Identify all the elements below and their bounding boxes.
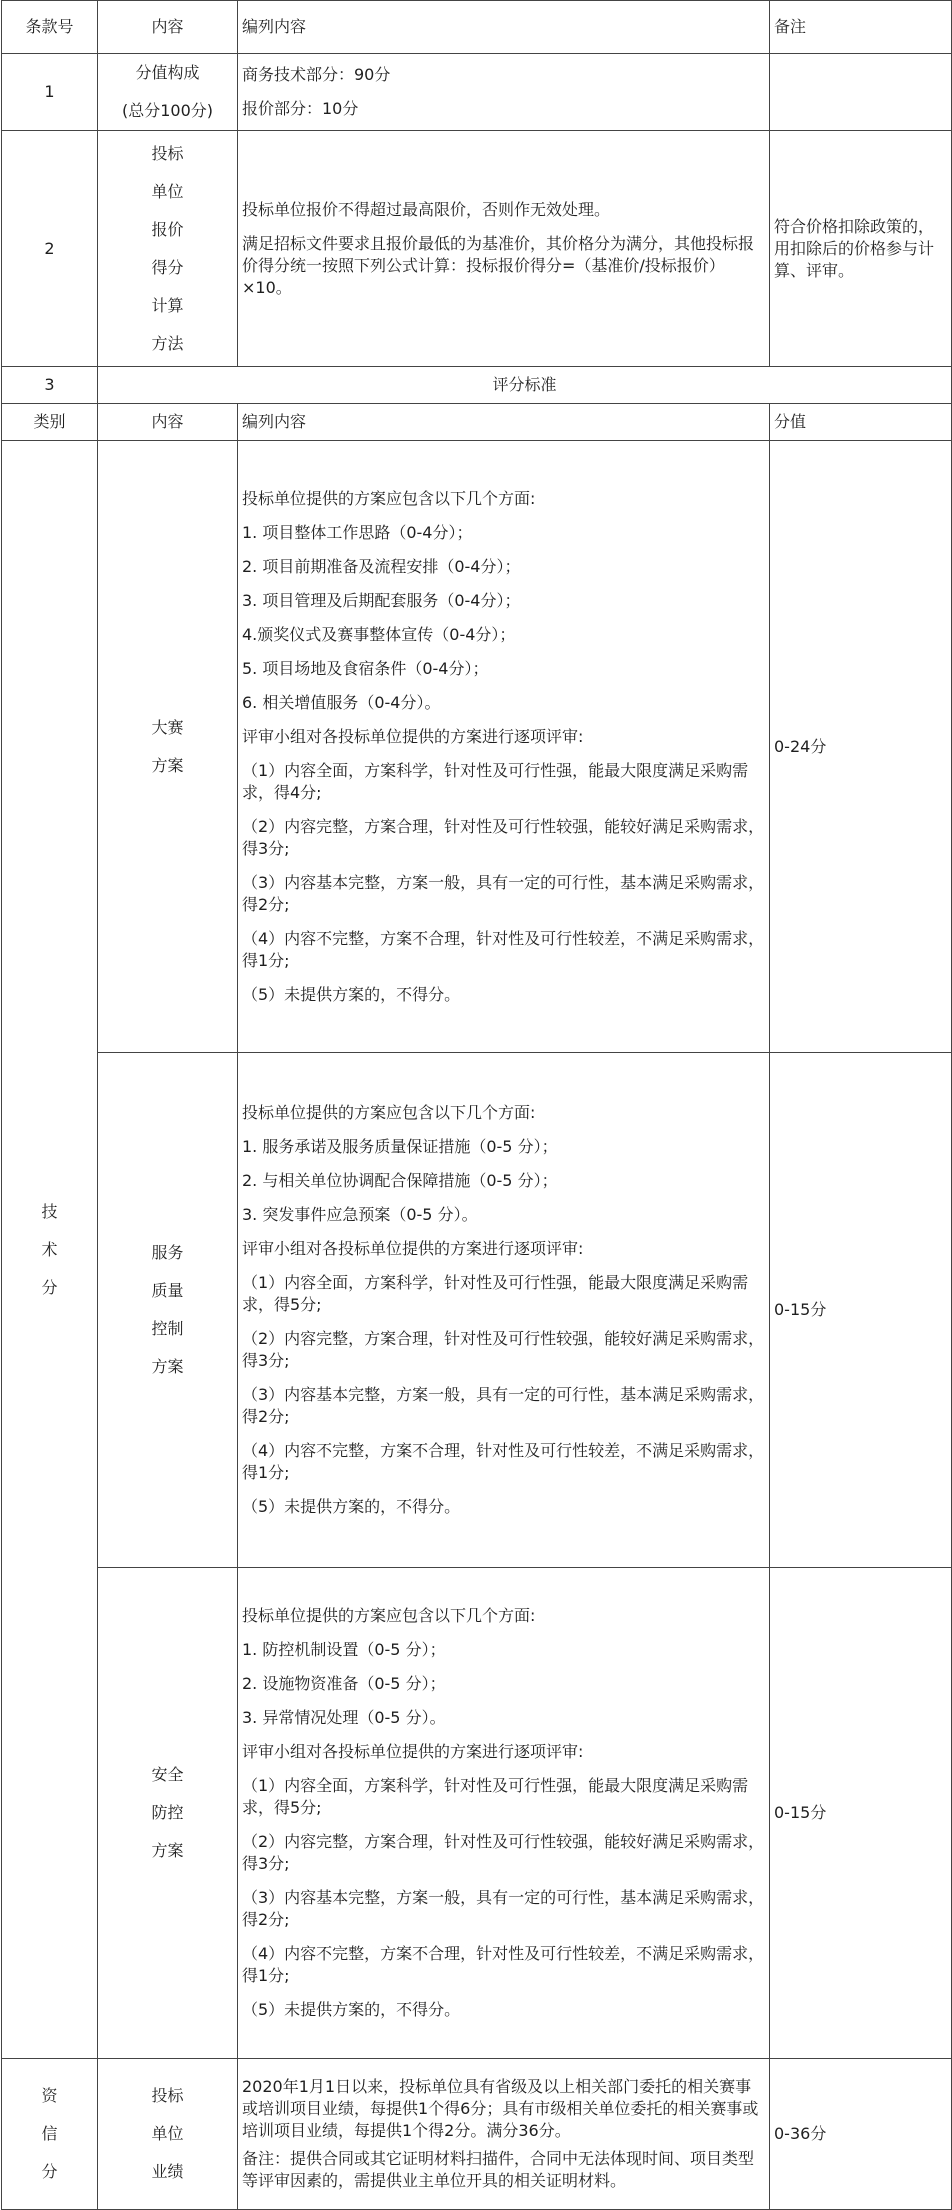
service-quality-content xyxy=(98,1053,238,1568)
service-quality-item: （2）内容完整，方案合理，针对性及可行性较强，能较好满足采购需求，得3分; xyxy=(242,1329,765,1370)
credit-category xyxy=(2,2059,98,2210)
row2-content-line: 计算 xyxy=(151,295,184,315)
performance-item: 备注：提供合同或其它证明材料扫描件，合同中无法体现时间、项目类型等评审因素的，需提供业主单位开具的相关证明材料。 xyxy=(242,2149,755,2190)
row2-content-line: 报价 xyxy=(151,219,184,239)
row2-content-line: 单位 xyxy=(151,181,184,201)
performance-content-line: 投标 xyxy=(151,2086,184,2105)
safety-plan-item: （1）内容全面，方案科学，针对性及可行性强，能最大限度满足采购需求，得5分; xyxy=(242,1776,749,1817)
service-quality-score: 0-15分 xyxy=(770,1053,952,1568)
service-quality-item: （3）内容基本完整，方案一般，具有一定的可行性，基本满足采购需求，得2分; xyxy=(242,1385,765,1426)
row2-item: 满足招标文件要求且报价最低的为基准价，其价格分为满分，其他投标报价得分统一按照下列公式计算：投标报价得分=（基准价/投标报价）×10。 xyxy=(242,233,755,297)
safety-plan-item: 评审小组对各投标单位提供的方案进行逐项评审: xyxy=(242,1742,584,1761)
tech-category-char: 分 xyxy=(41,1277,58,1297)
safety-plan-item: （4）内容不完整，方案不合理，针对性及可行性较差，不满足采购需求，得1分; xyxy=(242,1944,765,1985)
service-quality-content-line: 控制 xyxy=(151,1319,184,1338)
contest-plan-item: （4）内容不完整，方案不合理，针对性及可行性较差，不满足采购需求，得1分; xyxy=(242,928,765,970)
contest-plan-details xyxy=(238,441,770,1053)
safety-plan-item: 3. 异常情况处理（0-5 分）。 xyxy=(242,1708,446,1727)
row-safety-plan xyxy=(2,1568,952,2059)
row-scoring-criteria xyxy=(2,367,952,404)
safety-plan-item: （2）内容完整，方案合理，针对性及可行性较强，能较好满足采购需求，得3分; xyxy=(242,1832,765,1873)
service-quality-content-line: 服务 xyxy=(151,1243,184,1262)
subheader-content: 内容 xyxy=(98,404,238,441)
safety-plan-item: 1. 防控机制设置（0-5 分）； xyxy=(242,1640,446,1659)
service-quality-item: （1）内容全面，方案科学，针对性及可行性强，能最大限度满足采购需求，得5分; xyxy=(242,1273,749,1314)
row-score-composition xyxy=(2,54,952,131)
service-quality-item: 1. 服务承诺及服务质量保证措施（0-5 分）； xyxy=(242,1137,558,1156)
subheader-score: 分值 xyxy=(770,404,952,441)
tech-category-char: 技 xyxy=(41,1201,58,1221)
contest-plan-item: （1）内容全面，方案科学，针对性及可行性强，能最大限度满足采购需求，得4分; xyxy=(242,760,749,802)
header-content: 内容 xyxy=(98,1,238,54)
row1-note xyxy=(770,54,952,131)
service-quality-details xyxy=(238,1053,770,1568)
scoring-table xyxy=(1,0,952,2210)
performance-content xyxy=(98,2059,238,2210)
contest-plan-item: （5）未提供方案的，不得分。 xyxy=(242,984,461,1004)
subheader-category: 类别 xyxy=(2,404,98,441)
row2-content-line: 投标 xyxy=(151,143,184,163)
safety-plan-score: 0-15分 xyxy=(770,1568,952,2059)
safety-plan-content-line: 方案 xyxy=(151,1841,184,1860)
service-quality-item: 2. 与相关单位协调配合保障措施（0-5 分）； xyxy=(242,1171,558,1190)
row1-content-line: 分值构成 xyxy=(135,63,200,82)
contest-plan-content-line: 大赛 xyxy=(151,717,184,737)
contest-plan-item: 评审小组对各投标单位提供的方案进行逐项评审: xyxy=(242,726,584,746)
contest-plan-item: 5. 项目场地及食宿条件（0-4分）； xyxy=(242,658,489,678)
contest-plan-content-line: 方案 xyxy=(151,755,184,775)
row2-item: 投标单位报价不得超过最高限价，否则作无效处理。 xyxy=(242,199,611,219)
subheader-details: 编列内容 xyxy=(238,404,770,441)
safety-plan-details xyxy=(238,1568,770,2059)
row-service-quality-plan xyxy=(2,1053,952,1568)
row1-details xyxy=(238,54,770,131)
row3-no: 3 xyxy=(2,367,98,404)
row1-item: 商务技术部分：90分 xyxy=(242,65,391,84)
row1-content-line: (总分100分) xyxy=(121,101,214,120)
safety-plan-content xyxy=(98,1568,238,2059)
safety-plan-item: 投标单位提供的方案应包含以下几个方面: xyxy=(242,1606,536,1625)
row-contest-plan xyxy=(2,441,952,1053)
row2-note: 符合价格扣除政策的，用扣除后的价格参与计算、评审。 xyxy=(770,131,952,367)
service-quality-item: （4）内容不完整，方案不合理，针对性及可行性较差，不满足采购需求，得1分; xyxy=(242,1441,765,1482)
row2-content xyxy=(98,131,238,367)
row2-content-line: 得分 xyxy=(151,257,184,277)
contest-plan-score: 0-24分 xyxy=(770,441,952,1053)
tech-category xyxy=(2,441,98,2059)
row1-content xyxy=(98,54,238,131)
header-clause-no: 条款号 xyxy=(2,1,98,54)
header-remarks: 备注 xyxy=(770,1,952,54)
contest-plan-item: 2. 项目前期准备及流程安排（0-4分）； xyxy=(242,556,521,576)
service-quality-item: 投标单位提供的方案应包含以下几个方面: xyxy=(242,1103,536,1122)
contest-plan-item: 6. 相关增值服务（0-4分）。 xyxy=(242,692,441,712)
contest-plan-item: （3）内容基本完整，方案一般，具有一定的可行性，基本满足采购需求，得2分; xyxy=(242,872,765,914)
performance-item: 2020年1月1日以来，投标单位具有省级及以上相关部门委托的相关赛事或培训项目业绩，每提供1个得6分；具有市级相关单位委托的相关赛事或培训项目业绩，每提供1个得2分。满分36分。 xyxy=(242,2077,759,2140)
service-quality-item: （5）未提供方案的，不得分。 xyxy=(242,1497,461,1516)
scoring-criteria-title: 评分标准 xyxy=(98,367,952,404)
service-quality-item: 评审小组对各投标单位提供的方案进行逐项评审: xyxy=(242,1239,584,1258)
subheader-row xyxy=(2,404,952,441)
service-quality-item: 3. 突发事件应急预案（0-5 分）。 xyxy=(242,1205,478,1224)
row2-no: 2 xyxy=(2,131,98,367)
header-row xyxy=(2,1,952,54)
row1-item: 报价部分：10分 xyxy=(242,99,359,118)
contest-plan-item: （2）内容完整，方案合理，针对性及可行性较强，能较好满足采购需求，得3分; xyxy=(242,816,765,858)
header-details: 编列内容 xyxy=(238,1,770,54)
contest-plan-item: 投标单位提供的方案应包含以下几个方面: xyxy=(242,488,536,508)
row-price-method xyxy=(2,131,952,367)
tech-category-char: 术 xyxy=(41,1239,58,1259)
performance-content-line: 单位 xyxy=(151,2124,184,2143)
contest-plan-item: 1. 项目整体工作思路（0-4分）； xyxy=(242,522,473,542)
performance-details xyxy=(238,2059,770,2210)
credit-category-char: 资 xyxy=(41,2086,58,2105)
safety-plan-item: （5）未提供方案的，不得分。 xyxy=(242,2000,461,2019)
contest-plan-item: 4.颁奖仪式及赛事整体宣传（0-4分）； xyxy=(242,624,516,644)
row-bidder-performance xyxy=(2,2059,952,2210)
row2-details xyxy=(238,131,770,367)
contest-plan-item: 3. 项目管理及后期配套服务（0-4分）； xyxy=(242,590,521,610)
service-quality-content-line: 质量 xyxy=(151,1281,184,1300)
safety-plan-content-line: 防控 xyxy=(151,1803,184,1822)
credit-category-char: 信 xyxy=(41,2124,58,2143)
row2-content-line: 方法 xyxy=(151,333,184,353)
performance-content-line: 业绩 xyxy=(151,2162,184,2181)
contest-plan-content xyxy=(98,441,238,1053)
service-quality-content-line: 方案 xyxy=(151,1357,184,1376)
safety-plan-item: （3）内容基本完整，方案一般，具有一定的可行性，基本满足采购需求，得2分; xyxy=(242,1888,765,1929)
row1-no: 1 xyxy=(2,54,98,131)
safety-plan-content-line: 安全 xyxy=(151,1765,184,1784)
credit-category-char: 分 xyxy=(41,2162,58,2181)
performance-score: 0-36分 xyxy=(770,2059,952,2210)
safety-plan-item: 2. 设施物资准备（0-5 分）； xyxy=(242,1674,446,1693)
